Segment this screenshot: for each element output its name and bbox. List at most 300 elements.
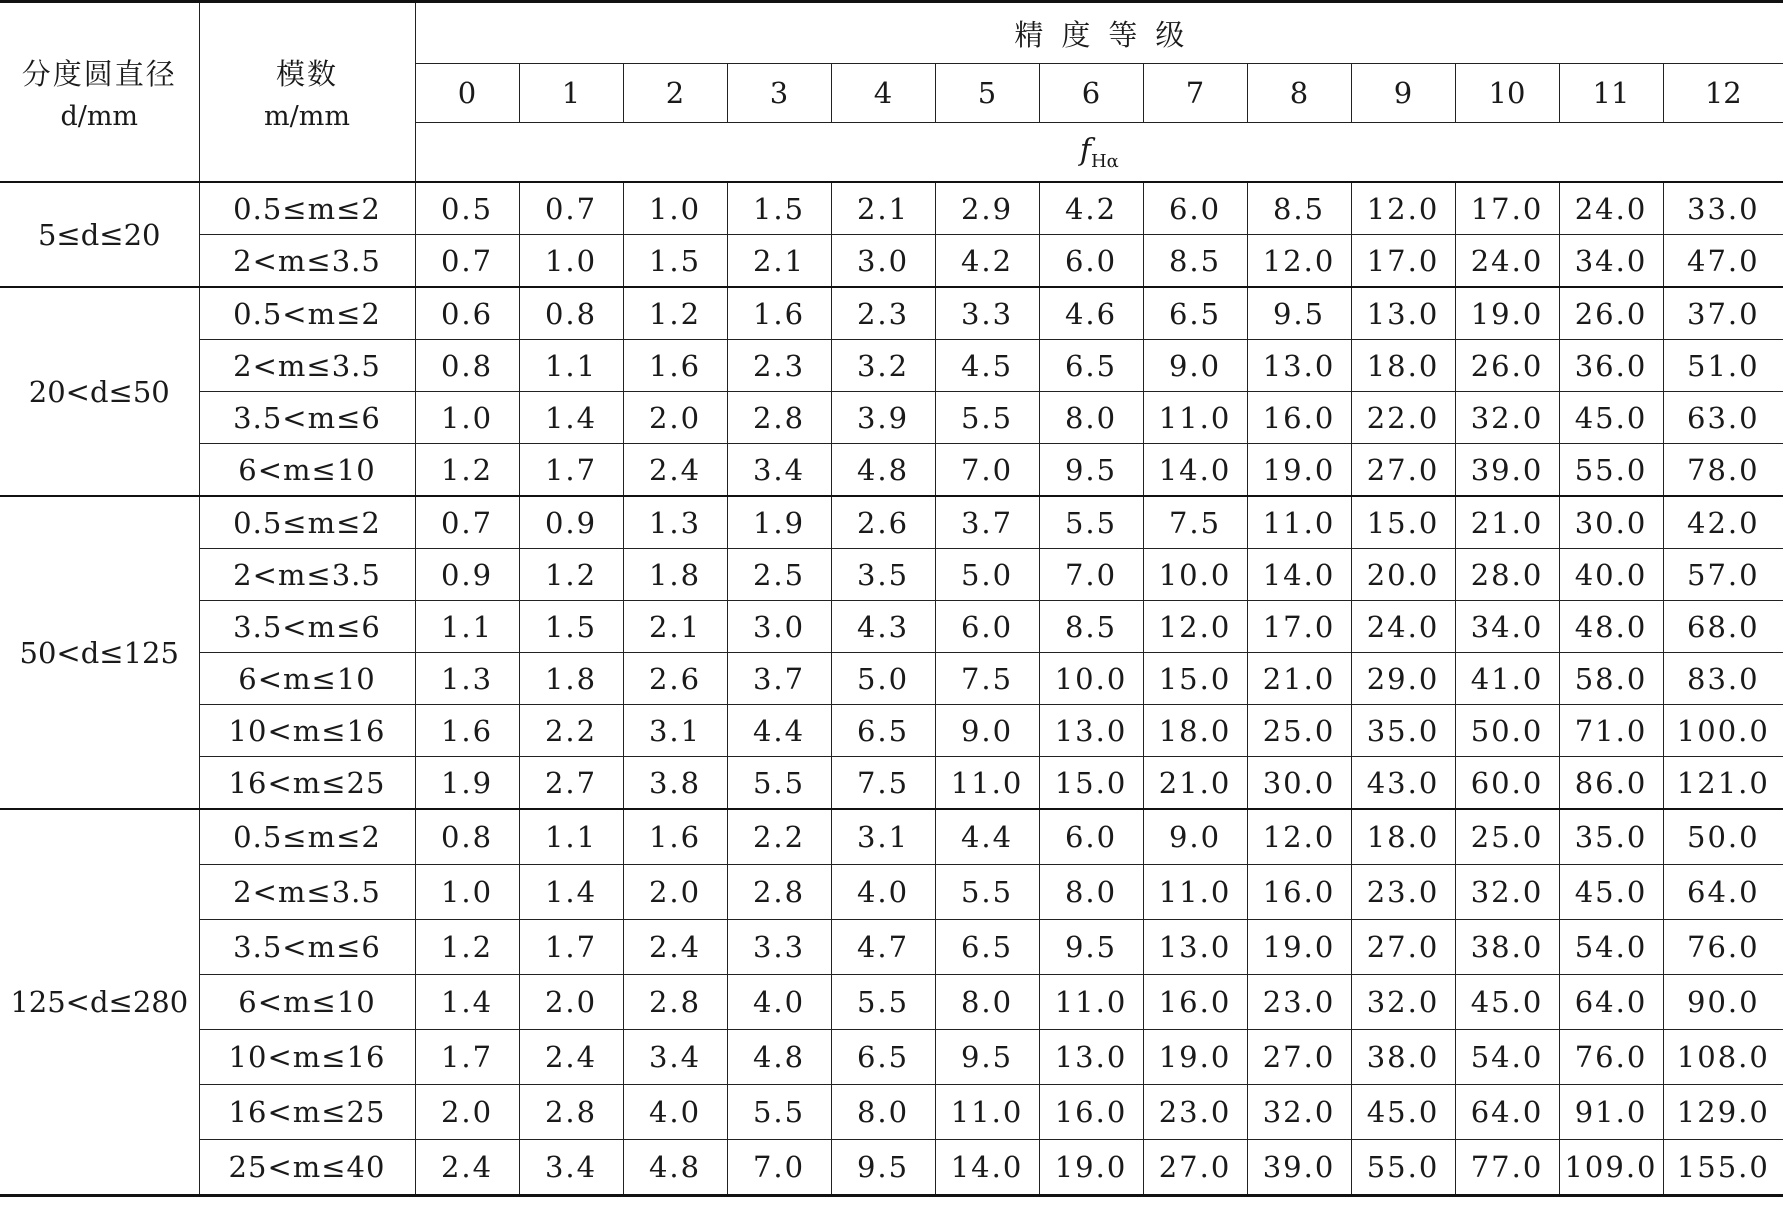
tolerance-value-cell: 4.8 (727, 1030, 831, 1085)
grade-header-cell: 4 (831, 64, 935, 123)
tolerance-value-cell: 6.0 (935, 601, 1039, 653)
tolerance-value-cell: 17.0 (1455, 182, 1559, 235)
tolerance-value-cell: 7.0 (935, 444, 1039, 497)
tolerance-value-cell: 50.0 (1455, 705, 1559, 757)
tolerance-value-cell: 55.0 (1559, 444, 1663, 497)
tolerance-value-cell: 19.0 (1247, 444, 1351, 497)
tolerance-value-cell: 1.5 (519, 601, 623, 653)
tolerance-value-cell: 2.8 (727, 865, 831, 920)
tolerance-value-cell: 3.3 (935, 287, 1039, 340)
tolerance-value-cell: 2.7 (519, 757, 623, 810)
tolerance-value-cell: 11.0 (1143, 392, 1247, 444)
tolerance-value-cell: 2.9 (935, 182, 1039, 235)
table-row (0, 444, 1783, 497)
tolerance-value-cell: 18.0 (1143, 705, 1247, 757)
grade-header-cell: 12 (1663, 64, 1783, 123)
tolerance-value-cell: 4.0 (727, 975, 831, 1030)
pitch-diameter-range-cell: 125<d≤280 (0, 809, 199, 1196)
tolerance-value-cell: 9.5 (1039, 920, 1143, 975)
tolerance-value-cell: 4.3 (831, 601, 935, 653)
tolerance-value-cell: 12.0 (1247, 235, 1351, 288)
grade-header-cell: 3 (727, 64, 831, 123)
tolerance-value-cell: 16.0 (1247, 392, 1351, 444)
tolerance-value-cell: 9.0 (935, 705, 1039, 757)
tolerance-value-cell: 27.0 (1143, 1140, 1247, 1196)
module-range-cell: 2<m≤3.5 (199, 235, 415, 288)
tolerance-value-cell: 2.0 (623, 865, 727, 920)
tolerance-value-cell: 8.5 (1039, 601, 1143, 653)
tolerance-value-cell: 54.0 (1559, 920, 1663, 975)
tolerance-value-cell: 1.0 (519, 235, 623, 288)
tolerance-value-cell: 1.6 (623, 809, 727, 865)
tolerance-value-cell: 8.0 (935, 975, 1039, 1030)
tolerance-value-cell: 4.0 (623, 1085, 727, 1140)
tolerance-value-cell: 9.5 (831, 1140, 935, 1196)
tolerance-value-cell: 86.0 (1559, 757, 1663, 810)
tolerance-value-cell: 14.0 (1143, 444, 1247, 497)
tolerance-value-cell: 39.0 (1455, 444, 1559, 497)
tolerance-value-cell: 7.5 (935, 653, 1039, 705)
tolerance-value-cell: 33.0 (1663, 182, 1783, 235)
tolerance-value-cell: 27.0 (1247, 1030, 1351, 1085)
tolerance-value-cell: 2.6 (831, 496, 935, 549)
tolerance-value-cell: 32.0 (1247, 1085, 1351, 1140)
tolerance-value-cell: 2.4 (623, 444, 727, 497)
tolerance-value-cell: 129.0 (1663, 1085, 1783, 1140)
tolerance-value-cell: 2.4 (623, 920, 727, 975)
tolerance-value-cell: 27.0 (1351, 444, 1455, 497)
grade-header-cell: 1 (519, 64, 623, 123)
tolerance-value-cell: 27.0 (1351, 920, 1455, 975)
tolerance-value-cell: 19.0 (1455, 287, 1559, 340)
tolerance-value-cell: 8.5 (1247, 182, 1351, 235)
tolerance-value-cell: 5.5 (1039, 496, 1143, 549)
tolerance-value-cell: 78.0 (1663, 444, 1783, 497)
tolerance-value-cell: 3.7 (727, 653, 831, 705)
tolerance-value-cell: 68.0 (1663, 601, 1783, 653)
tolerance-value-cell: 15.0 (1143, 653, 1247, 705)
tolerance-value-cell: 37.0 (1663, 287, 1783, 340)
tolerance-value-cell: 5.5 (727, 757, 831, 810)
tolerance-value-cell: 4.7 (831, 920, 935, 975)
tolerance-value-cell: 2.1 (831, 182, 935, 235)
tolerance-value-cell: 10.0 (1039, 653, 1143, 705)
tolerance-value-cell: 23.0 (1143, 1085, 1247, 1140)
tolerance-value-cell: 45.0 (1559, 865, 1663, 920)
tolerance-value-cell: 40.0 (1559, 549, 1663, 601)
tolerance-value-cell: 0.9 (415, 549, 519, 601)
tolerance-value-cell: 9.0 (1143, 340, 1247, 392)
tolerance-value-cell: 2.1 (623, 601, 727, 653)
tolerance-value-cell: 1.8 (519, 653, 623, 705)
table-row (0, 287, 1783, 340)
table-row (0, 1085, 1783, 1140)
tolerance-value-cell: 21.0 (1143, 757, 1247, 810)
symbol-subscript: Hα (1090, 150, 1119, 172)
tolerance-value-cell: 21.0 (1455, 496, 1559, 549)
grade-header-cell: 0 (415, 64, 519, 123)
tolerance-value-cell: 7.5 (831, 757, 935, 810)
tolerance-value-cell: 3.2 (831, 340, 935, 392)
tolerance-value-cell: 3.9 (831, 392, 935, 444)
tolerance-value-cell: 0.8 (415, 809, 519, 865)
tolerance-value-cell: 24.0 (1455, 235, 1559, 288)
module-range-cell: 10<m≤16 (199, 1030, 415, 1085)
tolerance-value-cell: 108.0 (1663, 1030, 1783, 1085)
tolerance-value-cell: 2.3 (727, 340, 831, 392)
module-range-cell: 2<m≤3.5 (199, 340, 415, 392)
tolerance-value-cell: 1.2 (623, 287, 727, 340)
tolerance-value-cell: 19.0 (1039, 1140, 1143, 1196)
tolerance-value-cell: 64.0 (1455, 1085, 1559, 1140)
tolerance-value-cell: 3.4 (519, 1140, 623, 1196)
grade-header-cell: 5 (935, 64, 1039, 123)
module-range-cell: 16<m≤25 (199, 757, 415, 810)
tolerance-value-cell: 2.3 (831, 287, 935, 340)
tolerance-value-cell: 1.3 (415, 653, 519, 705)
tolerance-value-cell: 3.0 (831, 235, 935, 288)
tolerance-value-cell: 13.0 (1039, 1030, 1143, 1085)
tolerance-value-cell: 24.0 (1351, 601, 1455, 653)
table-row (0, 975, 1783, 1030)
module-range-cell: 2<m≤3.5 (199, 865, 415, 920)
tolerance-value-cell: 4.0 (831, 865, 935, 920)
tolerance-value-cell: 0.8 (415, 340, 519, 392)
tolerance-value-cell: 36.0 (1559, 340, 1663, 392)
module-range-cell: 25<m≤40 (199, 1140, 415, 1196)
tolerance-value-cell: 6.5 (935, 920, 1039, 975)
tolerance-value-cell: 45.0 (1351, 1085, 1455, 1140)
table-row (0, 340, 1783, 392)
tolerance-value-cell: 5.0 (935, 549, 1039, 601)
tolerance-value-cell: 13.0 (1039, 705, 1143, 757)
tolerance-value-cell: 91.0 (1559, 1085, 1663, 1140)
header-symbol (415, 123, 1783, 183)
table-row (0, 705, 1783, 757)
tolerance-value-cell: 64.0 (1663, 865, 1783, 920)
tolerance-value-cell: 0.7 (415, 235, 519, 288)
tolerance-value-cell: 2.8 (519, 1085, 623, 1140)
tolerance-value-cell: 4.6 (1039, 287, 1143, 340)
tolerance-value-cell: 13.0 (1351, 287, 1455, 340)
tolerance-value-cell: 50.0 (1663, 809, 1783, 865)
tolerance-value-cell: 3.8 (623, 757, 727, 810)
grade-header-cell: 2 (623, 64, 727, 123)
tolerance-value-cell: 17.0 (1351, 235, 1455, 288)
tolerance-value-cell: 6.5 (1143, 287, 1247, 340)
tolerance-value-cell: 2.4 (519, 1030, 623, 1085)
tolerance-value-cell: 2.1 (727, 235, 831, 288)
tolerance-value-cell: 2.4 (415, 1140, 519, 1196)
tolerance-value-cell: 17.0 (1247, 601, 1351, 653)
tolerance-value-cell: 18.0 (1351, 809, 1455, 865)
tolerance-value-cell: 30.0 (1247, 757, 1351, 810)
grade-header-cell: 11 (1559, 64, 1663, 123)
tolerance-value-cell: 3.4 (623, 1030, 727, 1085)
tolerance-value-cell: 10.0 (1143, 549, 1247, 601)
tolerance-value-cell: 1.2 (415, 920, 519, 975)
tolerance-value-cell: 42.0 (1663, 496, 1783, 549)
tolerance-value-cell: 21.0 (1247, 653, 1351, 705)
tolerance-value-cell: 32.0 (1455, 865, 1559, 920)
tolerance-value-cell: 63.0 (1663, 392, 1783, 444)
table-row (0, 182, 1783, 235)
module-range-cell: 0.5<m≤2 (199, 287, 415, 340)
tolerance-value-cell: 32.0 (1455, 392, 1559, 444)
tolerance-value-cell: 3.1 (623, 705, 727, 757)
tolerance-value-cell: 45.0 (1559, 392, 1663, 444)
tolerance-value-cell: 1.1 (415, 601, 519, 653)
tolerance-value-cell: 20.0 (1351, 549, 1455, 601)
tolerance-value-cell: 3.1 (831, 809, 935, 865)
tolerance-value-cell: 38.0 (1351, 1030, 1455, 1085)
tolerance-value-cell: 1.1 (519, 340, 623, 392)
tolerance-value-cell: 48.0 (1559, 601, 1663, 653)
tolerance-value-cell: 155.0 (1663, 1140, 1783, 1196)
module-range-cell: 3.5<m≤6 (199, 920, 415, 975)
tolerance-value-cell: 51.0 (1663, 340, 1783, 392)
module-range-cell: 3.5<m≤6 (199, 392, 415, 444)
tolerance-value-cell: 11.0 (935, 1085, 1039, 1140)
table-row (0, 1030, 1783, 1085)
tolerance-value-cell: 30.0 (1559, 496, 1663, 549)
tolerance-value-cell: 23.0 (1247, 975, 1351, 1030)
tolerance-value-cell: 3.7 (935, 496, 1039, 549)
tolerance-value-cell: 2.2 (519, 705, 623, 757)
tolerance-value-cell: 12.0 (1351, 182, 1455, 235)
tolerance-value-cell: 12.0 (1143, 601, 1247, 653)
tolerance-value-cell: 14.0 (1247, 549, 1351, 601)
tolerance-value-cell: 83.0 (1663, 653, 1783, 705)
tolerance-value-cell: 4.5 (935, 340, 1039, 392)
tolerance-value-cell: 7.0 (727, 1140, 831, 1196)
grade-header-cell: 8 (1247, 64, 1351, 123)
tolerance-value-cell: 34.0 (1455, 601, 1559, 653)
tolerance-value-cell: 0.6 (415, 287, 519, 340)
tolerance-value-cell: 2.0 (415, 1085, 519, 1140)
table-row (0, 549, 1783, 601)
tolerance-value-cell: 6.5 (831, 705, 935, 757)
tolerance-value-cell: 5.5 (935, 865, 1039, 920)
tolerance-value-cell: 26.0 (1455, 340, 1559, 392)
tolerance-value-cell: 5.5 (727, 1085, 831, 1140)
tolerance-value-cell: 2.6 (623, 653, 727, 705)
tolerance-value-cell: 18.0 (1351, 340, 1455, 392)
table-row (0, 920, 1783, 975)
table-row (0, 653, 1783, 705)
tolerance-value-cell: 0.9 (519, 496, 623, 549)
tolerance-value-cell: 41.0 (1455, 653, 1559, 705)
tolerance-value-cell: 13.0 (1143, 920, 1247, 975)
pitch-diameter-range-cell: 5≤d≤20 (0, 182, 199, 287)
tolerance-value-cell: 1.4 (519, 865, 623, 920)
pitch-diameter-range-cell: 20<d≤50 (0, 287, 199, 496)
tolerance-value-cell: 16.0 (1143, 975, 1247, 1030)
tolerance-value-cell: 1.7 (519, 444, 623, 497)
tolerance-value-cell: 1.3 (623, 496, 727, 549)
tolerance-value-cell: 28.0 (1455, 549, 1559, 601)
tolerance-value-cell: 1.8 (623, 549, 727, 601)
grade-header-cell: 10 (1455, 64, 1559, 123)
tolerance-value-cell: 47.0 (1663, 235, 1783, 288)
tolerance-value-cell: 1.0 (415, 865, 519, 920)
tolerance-value-cell: 29.0 (1351, 653, 1455, 705)
tolerance-value-cell: 121.0 (1663, 757, 1783, 810)
tolerance-value-cell: 58.0 (1559, 653, 1663, 705)
module-range-cell: 2<m≤3.5 (199, 549, 415, 601)
tolerance-value-cell: 25.0 (1247, 705, 1351, 757)
tolerance-value-cell: 1.0 (415, 392, 519, 444)
module-range-cell: 0.5≤m≤2 (199, 496, 415, 549)
tolerance-value-cell: 1.0 (623, 182, 727, 235)
tolerance-value-cell: 0.7 (519, 182, 623, 235)
tolerance-value-cell: 4.4 (727, 705, 831, 757)
grade-header-cell: 6 (1039, 64, 1143, 123)
tolerance-value-cell: 12.0 (1247, 809, 1351, 865)
tolerance-value-cell: 4.4 (935, 809, 1039, 865)
module-range-cell: 16<m≤25 (199, 1085, 415, 1140)
table-row (0, 757, 1783, 810)
tolerance-value-cell: 7.5 (1143, 496, 1247, 549)
table-body (0, 182, 1783, 1196)
tolerance-value-cell: 39.0 (1247, 1140, 1351, 1196)
tolerance-value-cell: 1.2 (415, 444, 519, 497)
tolerance-value-cell: 35.0 (1351, 705, 1455, 757)
tolerance-value-cell: 6.0 (1143, 182, 1247, 235)
tolerance-value-cell: 60.0 (1455, 757, 1559, 810)
tolerance-value-cell: 8.0 (1039, 865, 1143, 920)
grade-header-cell: 7 (1143, 64, 1247, 123)
table-row (0, 865, 1783, 920)
tolerance-value-cell: 8.0 (1039, 392, 1143, 444)
tolerance-value-cell: 1.4 (519, 392, 623, 444)
tolerance-value-cell: 1.9 (727, 496, 831, 549)
tolerance-value-cell: 25.0 (1455, 809, 1559, 865)
tolerance-value-cell: 71.0 (1559, 705, 1663, 757)
tolerance-value-cell: 0.7 (415, 496, 519, 549)
tolerance-value-cell: 1.1 (519, 809, 623, 865)
tolerance-value-cell: 9.5 (1247, 287, 1351, 340)
tolerance-value-cell: 34.0 (1559, 235, 1663, 288)
tolerance-value-cell: 11.0 (935, 757, 1039, 810)
tolerance-value-cell: 6.0 (1039, 809, 1143, 865)
tolerance-value-cell: 16.0 (1039, 1085, 1143, 1140)
tolerance-value-cell: 45.0 (1455, 975, 1559, 1030)
tolerance-value-cell: 2.8 (623, 975, 727, 1030)
tolerance-value-cell: 100.0 (1663, 705, 1783, 757)
tolerance-value-cell: 19.0 (1143, 1030, 1247, 1085)
tolerance-value-cell: 2.2 (727, 809, 831, 865)
tolerance-value-cell: 0.8 (519, 287, 623, 340)
tolerance-value-cell: 9.5 (935, 1030, 1039, 1085)
table-row (0, 392, 1783, 444)
tolerance-value-cell: 3.0 (727, 601, 831, 653)
tolerance-value-cell: 57.0 (1663, 549, 1783, 601)
tolerance-value-cell: 3.4 (727, 444, 831, 497)
symbol-main: f (1079, 132, 1091, 168)
header-module-label: 模数 (275, 57, 338, 91)
tolerance-value-cell: 6.5 (1039, 340, 1143, 392)
table-row (0, 1140, 1783, 1196)
tolerance-value-cell: 22.0 (1351, 392, 1455, 444)
tolerance-value-cell: 14.0 (935, 1140, 1039, 1196)
tolerance-value-cell: 1.5 (623, 235, 727, 288)
table-row (0, 601, 1783, 653)
tolerance-value-cell: 5.5 (935, 392, 1039, 444)
tolerance-value-cell: 1.7 (519, 920, 623, 975)
tolerance-value-cell: 4.8 (831, 444, 935, 497)
tolerance-value-cell: 1.6 (623, 340, 727, 392)
header-pitch-diameter (0, 2, 199, 183)
tolerance-value-cell: 15.0 (1351, 496, 1455, 549)
tolerance-value-cell: 54.0 (1455, 1030, 1559, 1085)
tolerance-value-cell: 9.0 (1143, 809, 1247, 865)
tolerance-value-cell: 109.0 (1559, 1140, 1663, 1196)
tolerance-value-cell: 1.6 (415, 705, 519, 757)
tolerance-value-cell: 76.0 (1663, 920, 1783, 975)
tolerance-value-cell: 5.5 (831, 975, 935, 1030)
tolerance-value-cell: 77.0 (1455, 1140, 1559, 1196)
tolerance-value-cell: 11.0 (1247, 496, 1351, 549)
tolerance-value-cell: 15.0 (1039, 757, 1143, 810)
module-range-cell: 10<m≤16 (199, 705, 415, 757)
tolerance-value-cell: 1.7 (415, 1030, 519, 1085)
tolerance-value-cell: 24.0 (1559, 182, 1663, 235)
tolerance-value-cell: 55.0 (1351, 1140, 1455, 1196)
header-pitch-diameter-label: 分度圆直径 (21, 57, 177, 91)
tolerance-value-cell: 4.8 (623, 1140, 727, 1196)
tolerance-value-cell: 1.4 (415, 975, 519, 1030)
tolerance-value-cell: 2.8 (727, 392, 831, 444)
tolerance-value-cell: 26.0 (1559, 287, 1663, 340)
tolerance-value-cell: 0.5 (415, 182, 519, 235)
tolerance-value-cell: 13.0 (1247, 340, 1351, 392)
module-range-cell: 6<m≤10 (199, 653, 415, 705)
tolerance-value-cell: 43.0 (1351, 757, 1455, 810)
tolerance-value-cell: 90.0 (1663, 975, 1783, 1030)
tolerance-value-cell: 35.0 (1559, 809, 1663, 865)
table-row (0, 235, 1783, 288)
tolerance-value-cell: 1.5 (727, 182, 831, 235)
tolerance-value-cell: 64.0 (1559, 975, 1663, 1030)
tolerance-value-cell: 76.0 (1559, 1030, 1663, 1085)
tolerance-value-cell: 2.0 (623, 392, 727, 444)
tolerance-value-cell: 1.9 (415, 757, 519, 810)
tolerance-value-cell: 32.0 (1351, 975, 1455, 1030)
header-module (199, 2, 415, 183)
header-module-unit: m/mm (264, 101, 350, 132)
tolerance-value-cell: 16.0 (1247, 865, 1351, 920)
tolerance-value-cell: 8.0 (831, 1085, 935, 1140)
module-range-cell: 0.5≤m≤2 (199, 809, 415, 865)
tolerance-value-cell: 23.0 (1351, 865, 1455, 920)
tolerance-value-cell: 38.0 (1455, 920, 1559, 975)
tolerance-value-cell: 7.0 (1039, 549, 1143, 601)
module-range-cell: 6<m≤10 (199, 444, 415, 497)
tolerance-value-cell: 5.0 (831, 653, 935, 705)
tolerance-value-cell: 3.5 (831, 549, 935, 601)
tolerance-value-cell: 3.3 (727, 920, 831, 975)
header-pitch-diameter-unit: d/mm (60, 101, 139, 132)
table-row (0, 496, 1783, 549)
tolerance-value-cell: 19.0 (1247, 920, 1351, 975)
module-range-cell: 3.5<m≤6 (199, 601, 415, 653)
tolerance-value-cell: 8.5 (1143, 235, 1247, 288)
module-range-cell: 6<m≤10 (199, 975, 415, 1030)
table-header (0, 2, 1783, 183)
tolerance-value-cell: 11.0 (1143, 865, 1247, 920)
tolerance-value-cell: 11.0 (1039, 975, 1143, 1030)
